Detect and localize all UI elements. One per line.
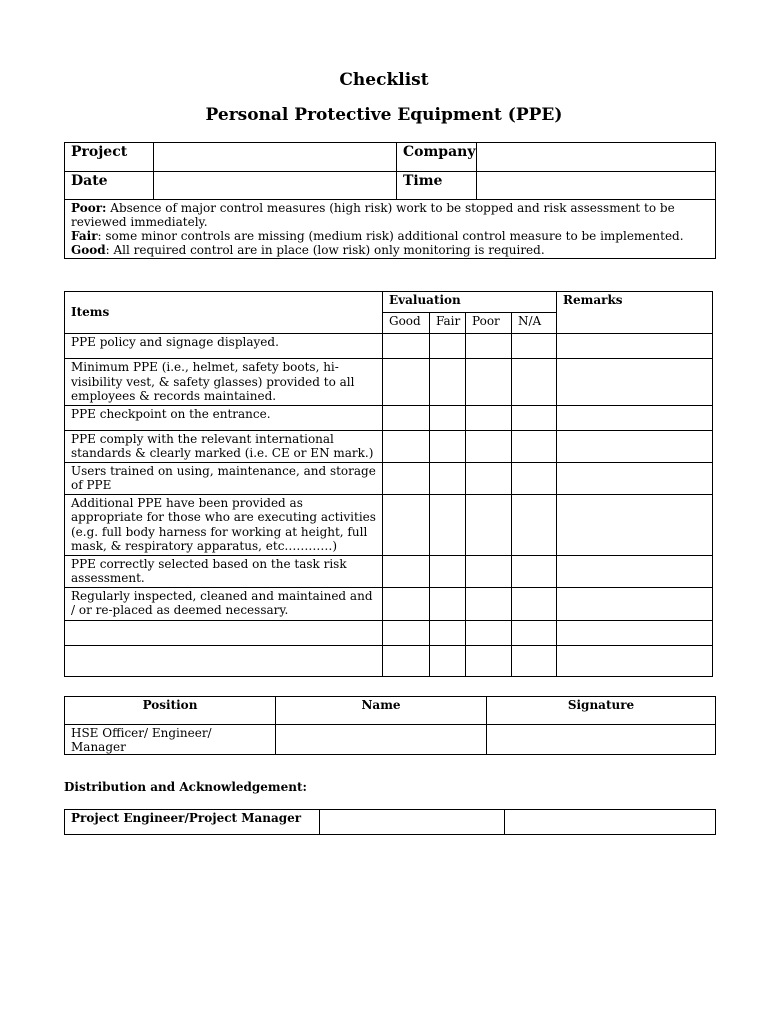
page-subtitle: Personal Protective Equipment (PPE) xyxy=(205,105,563,125)
position-value: HSE Officer/ Engineer/ Manager xyxy=(65,725,276,755)
na-cell[interactable] xyxy=(512,430,557,462)
fair-cell[interactable] xyxy=(430,587,466,620)
evaluation-header: Evaluation xyxy=(383,292,557,313)
remarks-cell[interactable] xyxy=(557,334,713,359)
item-text: PPE correctly selected based on the task risk assessment. xyxy=(65,555,383,587)
na-cell[interactable] xyxy=(512,462,557,494)
page-title: Checklist xyxy=(339,70,429,90)
remarks-cell[interactable] xyxy=(557,405,713,430)
project-field[interactable] xyxy=(154,143,397,172)
table-row xyxy=(65,462,713,494)
fair-cell[interactable] xyxy=(430,555,466,587)
table-row xyxy=(65,555,713,587)
na-cell[interactable] xyxy=(512,405,557,430)
na-cell[interactable] xyxy=(512,334,557,359)
poor-cell[interactable] xyxy=(466,645,512,676)
fair-cell[interactable] xyxy=(430,645,466,676)
item-text xyxy=(65,645,383,676)
table-row xyxy=(65,494,713,555)
poor-cell[interactable] xyxy=(466,620,512,645)
signature-field[interactable] xyxy=(487,725,716,755)
table-row xyxy=(65,430,713,462)
legend-poor: Poor: Absence of major control measures (high risk) work to be stopped and risk assessment to be reviewed immediately. xyxy=(71,201,675,229)
na-cell[interactable] xyxy=(512,494,557,555)
fair-cell[interactable] xyxy=(430,405,466,430)
item-text xyxy=(65,620,383,645)
table-row xyxy=(65,405,713,430)
na-cell[interactable] xyxy=(512,359,557,406)
rating-good-header: Good xyxy=(383,313,430,334)
remarks-cell[interactable] xyxy=(557,555,713,587)
remarks-cell[interactable] xyxy=(557,587,713,620)
legend-fair: Fair: some minor controls are missing (medium risk) additional control measure to be implemented. xyxy=(71,229,684,243)
items-header: Items xyxy=(65,292,383,334)
company-field[interactable] xyxy=(477,143,716,172)
na-cell[interactable] xyxy=(512,555,557,587)
acknowledgement-name-field[interactable] xyxy=(320,810,505,835)
poor-cell[interactable] xyxy=(466,494,512,555)
date-label: Date xyxy=(65,172,154,200)
remarks-cell[interactable] xyxy=(557,462,713,494)
na-cell[interactable] xyxy=(512,645,557,676)
good-cell[interactable] xyxy=(383,430,430,462)
rating-legend xyxy=(65,200,716,259)
poor-cell[interactable] xyxy=(466,334,512,359)
name-header: Name xyxy=(276,697,487,725)
poor-cell[interactable] xyxy=(466,555,512,587)
fair-cell[interactable] xyxy=(430,359,466,406)
checklist-table xyxy=(64,291,713,677)
item-text: Users trained on using, maintenance, and storage of PPE xyxy=(65,462,383,494)
fair-cell[interactable] xyxy=(430,430,466,462)
poor-cell[interactable] xyxy=(466,405,512,430)
legend-good: Good: All required control are in place (low risk) only monitoring is required. xyxy=(71,243,545,257)
remarks-cell[interactable] xyxy=(557,430,713,462)
good-cell[interactable] xyxy=(383,359,430,406)
remarks-cell[interactable] xyxy=(557,359,713,406)
item-text: PPE checkpoint on the entrance. xyxy=(65,405,383,430)
good-cell[interactable] xyxy=(383,587,430,620)
remarks-cell[interactable] xyxy=(557,620,713,645)
rating-fair-header: Fair xyxy=(430,313,466,334)
position-header: Position xyxy=(65,697,276,725)
table-row xyxy=(65,359,713,406)
poor-cell[interactable] xyxy=(466,430,512,462)
table-row xyxy=(65,620,713,645)
poor-cell[interactable] xyxy=(466,587,512,620)
good-cell[interactable] xyxy=(383,334,430,359)
na-cell[interactable] xyxy=(512,587,557,620)
date-field[interactable] xyxy=(154,172,397,200)
fair-cell[interactable] xyxy=(430,462,466,494)
distribution-heading: Distribution and Acknowledgement: xyxy=(64,780,307,794)
fair-cell[interactable] xyxy=(430,334,466,359)
poor-cell[interactable] xyxy=(466,359,512,406)
item-text: PPE comply with the relevant international standards & clearly marked (i.e. CE or EN mark.) xyxy=(65,430,383,462)
item-text: Regularly inspected, cleaned and maintained and / or re-placed as deemed necessary. xyxy=(65,587,383,620)
table-row xyxy=(65,645,713,676)
acknowledgement-role: Project Engineer/Project Manager xyxy=(65,810,320,835)
na-cell[interactable] xyxy=(512,620,557,645)
info-table xyxy=(64,142,716,259)
signoff-table xyxy=(64,696,716,755)
acknowledgement-signature-field[interactable] xyxy=(505,810,716,835)
remarks-cell[interactable] xyxy=(557,645,713,676)
fair-cell[interactable] xyxy=(430,620,466,645)
item-text: PPE policy and signage displayed. xyxy=(65,334,383,359)
table-row xyxy=(65,334,713,359)
item-text: Minimum PPE (i.e., helmet, safety boots, hi-visibility vest, & safety glasses) provided to all employees & records maintained. xyxy=(65,359,383,406)
time-label: Time xyxy=(397,172,477,200)
rating-na-header: N/A xyxy=(512,313,557,334)
poor-cell[interactable] xyxy=(466,462,512,494)
name-field[interactable] xyxy=(276,725,487,755)
good-cell[interactable] xyxy=(383,620,430,645)
rating-poor-header: Poor xyxy=(466,313,512,334)
time-field[interactable] xyxy=(477,172,716,200)
company-label: Company xyxy=(397,143,477,172)
table-row xyxy=(65,587,713,620)
good-cell[interactable] xyxy=(383,645,430,676)
item-text: Additional PPE have been provided as appropriate for those who are executing activities (e.g. full body harness for working at height, full mask, & respiratory apparatus, etc…………) xyxy=(65,494,383,555)
good-cell[interactable] xyxy=(383,405,430,430)
acknowledgement-table xyxy=(64,809,716,835)
good-cell[interactable] xyxy=(383,555,430,587)
fair-cell[interactable] xyxy=(430,494,466,555)
remarks-header: Remarks xyxy=(557,292,713,334)
remarks-cell[interactable] xyxy=(557,494,713,555)
signature-header: Signature xyxy=(487,697,716,725)
project-label: Project xyxy=(65,143,154,172)
good-cell[interactable] xyxy=(383,494,430,555)
good-cell[interactable] xyxy=(383,462,430,494)
